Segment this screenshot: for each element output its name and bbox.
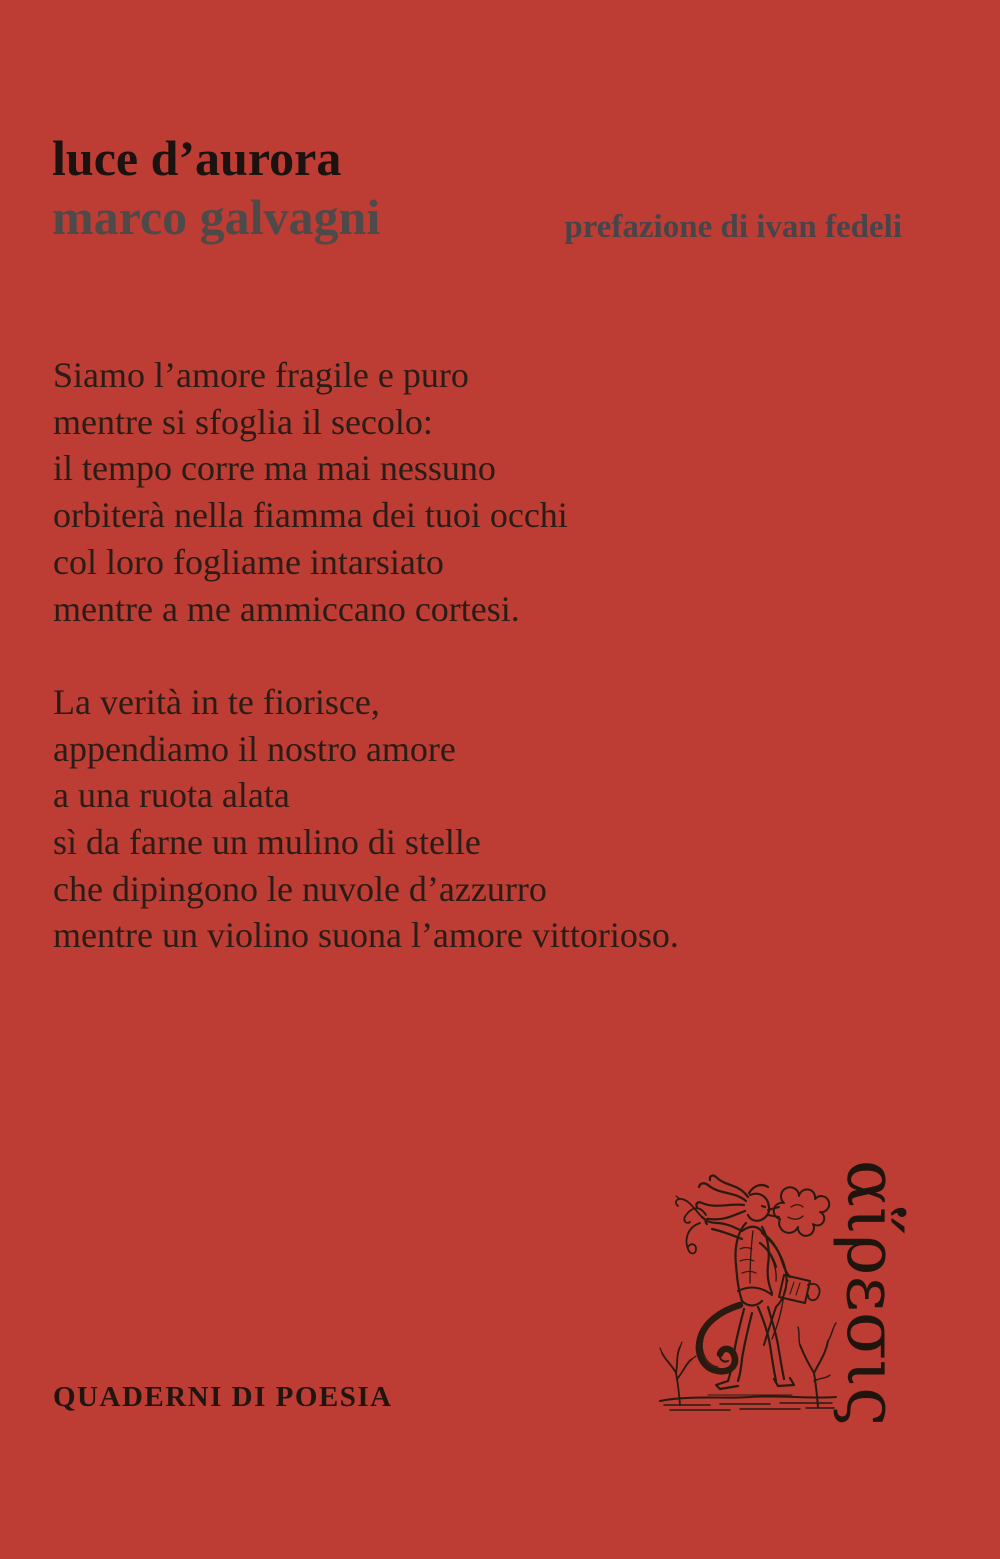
poem-stanza-2 xyxy=(53,679,679,959)
poem-line: il tempo corre ma mai nessuno xyxy=(53,448,496,489)
poem-line: La verità in te fiorisce, xyxy=(53,681,380,722)
head-profile xyxy=(748,1194,769,1221)
publisher-wordmark: αἵρεσις xyxy=(831,1159,913,1427)
book-author: marco galvagni xyxy=(52,189,381,245)
haeresis-engraving-illustration xyxy=(650,1173,846,1413)
serpent-coil xyxy=(699,1305,740,1371)
poem-excerpt xyxy=(53,352,679,1006)
poem-line: che dipingono le nuvole d’azzurro xyxy=(53,868,547,909)
poem-stanza-1 xyxy=(53,352,679,632)
book-title: luce d’aurora xyxy=(52,130,342,186)
poem-line: mentre a me ammiccano cortesi. xyxy=(53,588,520,629)
poem-line: sì da farne un mulino di stelle xyxy=(53,822,481,863)
bare-tree-left xyxy=(660,1342,696,1405)
hair-strands xyxy=(696,1176,768,1224)
poem-line: orbiterà nella fiamma dei tuoi occhi xyxy=(53,495,568,536)
breath-cloud xyxy=(768,1187,829,1236)
poem-line: mentre un violino suona l’amore vittorioso. xyxy=(53,915,679,956)
poem-line: a una ruota alata xyxy=(53,775,290,816)
ground-hatching xyxy=(660,1395,836,1413)
poem-line: mentre si sfoglia il secolo: xyxy=(53,401,433,442)
poem-line: col loro fogliame intarsiato xyxy=(53,541,444,582)
poem-line: appendiamo il nostro amore xyxy=(53,728,456,769)
poem-line: Siamo l’amore fragile e puro xyxy=(53,355,469,395)
preface-credit: prefazione di ivan fedeli xyxy=(564,209,902,245)
collection-label: QUADERNI DI POESIA xyxy=(53,1381,393,1413)
